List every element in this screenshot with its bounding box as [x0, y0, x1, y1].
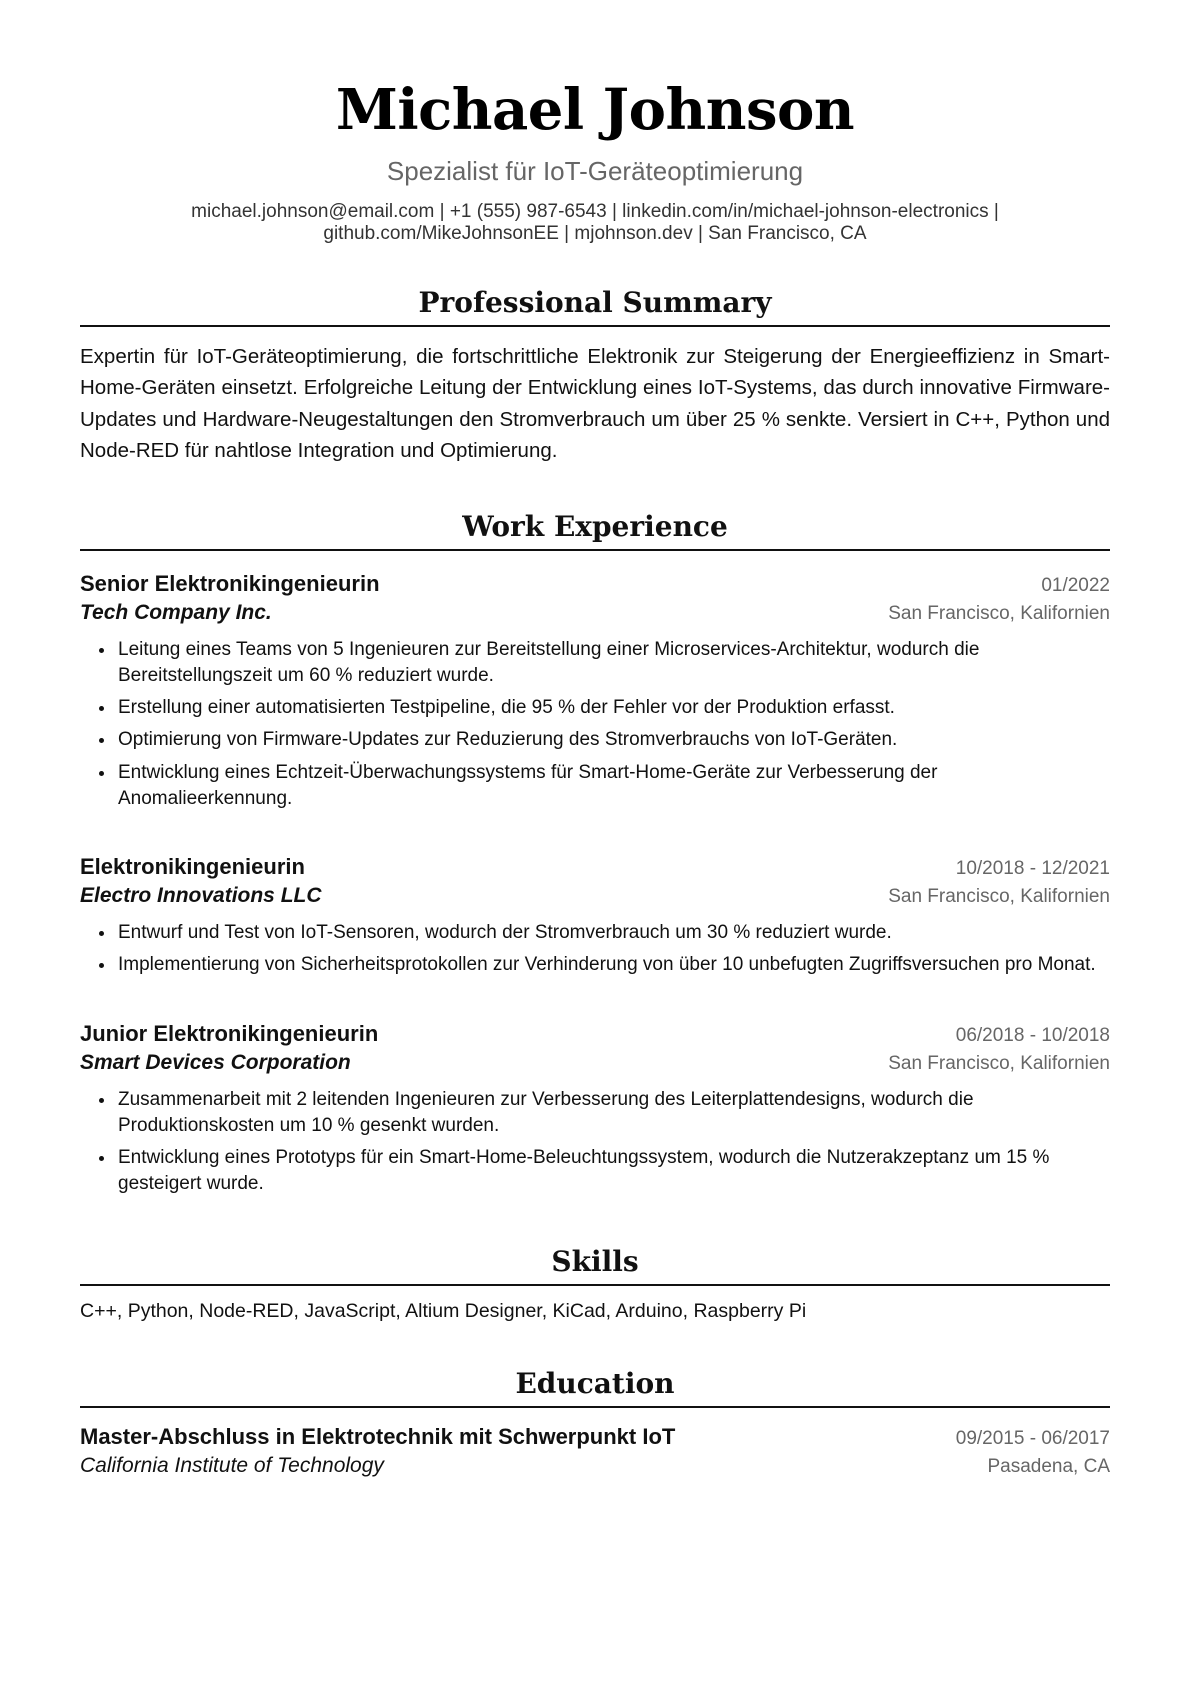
contact-line-2: github.com/MikeJohnsonEE | mjohnson.dev | San Francisco, CA [323, 223, 867, 245]
job-bullet: • Erstellung einer automatisierten Testpipeline, die 95 % der Fehler vor der Produktion erfasst. [116, 695, 1110, 721]
education-date: 09/2015 - 06/2017 [955, 1428, 1110, 1450]
job-bullet-list [80, 920, 1110, 978]
skills-list: C++, Python, Node-RED, JavaScript, Altium Designer, KiCad, Arduino, Raspberry Pi [80, 1300, 807, 1323]
job-date: 10/2018 - 12/2021 [955, 858, 1110, 880]
job-company: Smart Devices Corporation [80, 1050, 351, 1074]
job-date: 06/2018 - 10/2018 [955, 1024, 1110, 1046]
education-section [80, 1367, 1110, 1478]
job-company: Electro Innovations LLC [80, 884, 322, 908]
job-location: San Francisco, Kalifornien [888, 886, 1110, 908]
candidate-title: Spezialist für IoT-Geräteoptimierung [386, 155, 804, 186]
education-heading: Education [80, 1367, 1110, 1408]
skills-heading: Skills [80, 1245, 1110, 1286]
experience-heading: Work Experience [80, 510, 1110, 551]
contact-line-1: michael.johnson@email.com | +1 (555) 987-6543 | linkedin.com/in/michael-johnson-electronics | [191, 200, 999, 222]
job-bullet: • Implementierung von Sicherheitsprotokollen zur Verhinderung von über 10 unbefugten Zugriffsversuchen pro Monat. [116, 952, 1110, 978]
job-entry [80, 1021, 1110, 1198]
job-entry [80, 571, 1110, 812]
job-bullet: • Optimierung von Firmware-Updates zur Reduzierung des Stromverbrauchs von IoT-Geräten. [116, 727, 1110, 753]
job-date: 01/2022 [1041, 574, 1110, 596]
school-name: California Institute of Technology [80, 1454, 384, 1478]
job-company: Tech Company Inc. [80, 600, 272, 624]
experience-section [80, 510, 1110, 1198]
job-bullet: • Entwurf und Test von IoT-Sensoren, wodurch der Stromverbrauch um 30 % reduziert wurde. [116, 920, 1110, 946]
job-location: San Francisco, Kalifornien [888, 602, 1110, 624]
skills-section [80, 1245, 1110, 1323]
job-bullet: • Leitung eines Teams von 5 Ingenieuren zur Bereitstellung einer Microservices-Architektur, wodurch die Bereitstellungszeit um 60 % reduziert wurde. [116, 637, 1110, 689]
contact-info [80, 201, 1110, 247]
job-bullet: • Entwicklung eines Echtzeit-Überwachungssystems für Smart-Home-Geräte zur Verbesserung der Anomalieerkennung. [116, 760, 1110, 812]
summary-section [80, 286, 1110, 466]
job-entry [80, 854, 1110, 978]
candidate-name: Michael Johnson [335, 77, 855, 143]
job-location: San Francisco, Kalifornien [888, 1052, 1110, 1074]
degree-title: Master-Abschluss in Elektrotechnik mit Schwerpunkt IoT [80, 1424, 676, 1450]
job-bullet-list [80, 637, 1110, 812]
summary-text: Expertin für IoT-Geräteoptimierung, die fortschrittliche Elektronik zur Steigerung der Energieeffizienz in Smart-Home-Geräten einsetzt. Erfolgreiche Leitung der Entwicklung eines IoT-Systems, das durch innovative Firmware-Updates und Hardware-Neugestaltungen den Stromverbrauch um über 25 % senkte. Versiert in C++, Python und Node-RED für nahtlose Integration und Optimierung. [80, 345, 1110, 462]
job-bullet-list [80, 1087, 1110, 1198]
job-bullet: • Zusammenarbeit mit 2 leitenden Ingenieuren zur Verbesserung des Leiterplattendesigns, wodurch die Produktionskosten um 10 % gesenkt wurden. [116, 1087, 1110, 1139]
resume-header [80, 0, 1110, 246]
education-entry [80, 1424, 1110, 1478]
job-title: Senior Elektronikingenieurin [80, 570, 380, 596]
job-bullet: • Entwicklung eines Prototyps für ein Smart-Home-Beleuchtungssystem, wodurch die Nutzerakzeptanz um 15 % gesteigert wurde. [116, 1145, 1110, 1197]
job-title: Junior Elektronikingenieurin [80, 1020, 379, 1046]
education-location: Pasadena, CA [987, 1456, 1110, 1478]
job-title: Elektronikingenieurin [80, 854, 305, 880]
summary-heading: Professional Summary [80, 286, 1110, 327]
